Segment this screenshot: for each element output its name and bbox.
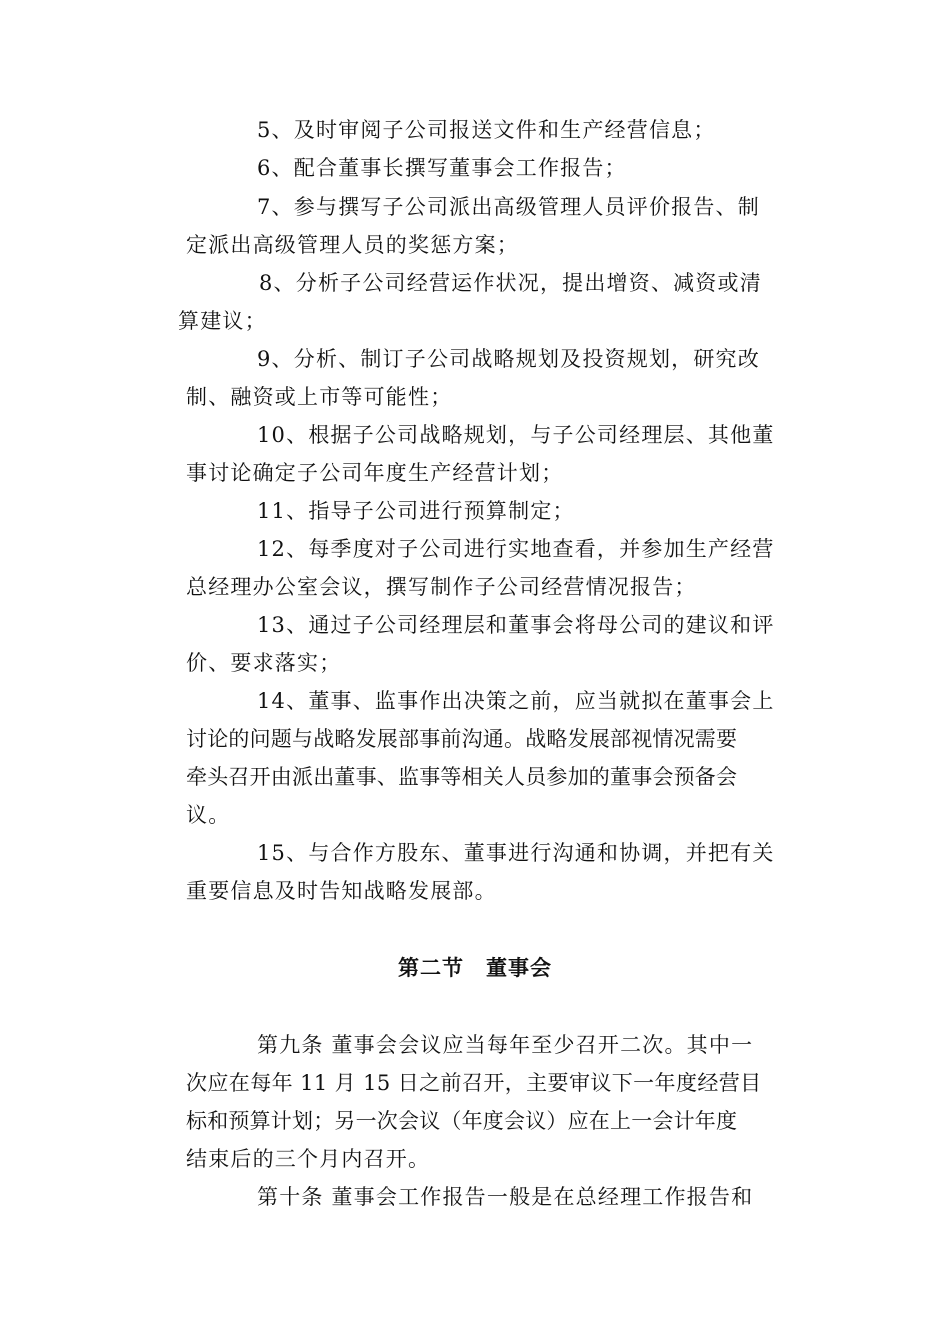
article-9-line-1: 第九条 董事会会议应当每年至少召开二次。其中一 xyxy=(257,1033,754,1057)
list-item-15-line-2: 重要信息及时告知战略发展部。 xyxy=(186,879,497,903)
list-item-7-line-2: 定派出高级管理人员的奖惩方案； xyxy=(186,233,519,257)
list-item-8-line-2: 算建议； xyxy=(178,309,267,333)
list-item-8-line-1: 8、分析子公司经营运作状况，提出增资、减资或清 xyxy=(259,271,762,295)
list-item-12-line-1: 12、每季度对子公司进行实地查看，并参加生产经营 xyxy=(257,537,775,561)
list-item-7-line-1: 7、参与撰写子公司派出高级管理人员评价报告、制 xyxy=(257,195,760,219)
list-item-14-line-3: 牵头召开由派出董事、监事等相关人员参加的董事会预备会 xyxy=(186,765,738,789)
list-item-14-line-1: 14、董事、监事作出决策之前，应当就拟在董事会上 xyxy=(257,689,775,713)
list-item-13-line-1: 13、通过子公司经理层和董事会将母公司的建议和评 xyxy=(257,613,775,637)
list-item-12-line-2: 总经理办公室会议，撰写制作子公司经营情况报告； xyxy=(186,575,697,599)
list-item-11: 11、指导子公司进行预算制定； xyxy=(257,499,575,523)
list-item-6: 6、配合董事长撰写董事会工作报告； xyxy=(257,156,627,180)
list-item-9-line-2: 制、融资或上市等可能性； xyxy=(186,385,453,409)
article-9-line-4: 结束后的三个月内召开。 xyxy=(186,1147,431,1171)
list-item-10-line-1: 10、根据子公司战略规划，与子公司经理层、其他董 xyxy=(257,423,775,447)
list-item-14-line-4: 议。 xyxy=(186,803,231,827)
list-item-10-line-2: 事讨论确定子公司年度生产经营计划； xyxy=(186,461,564,485)
list-item-14-line-2: 讨论的问题与战略发展部事前沟通。战略发展部视情况需要 xyxy=(186,727,738,751)
list-item-9-line-1: 9、分析、制订子公司战略规划及投资规划，研究改 xyxy=(257,347,760,371)
article-10-line-1: 第十条 董事会工作报告一般是在总经理工作报告和 xyxy=(257,1185,754,1209)
article-9-line-2: 次应在每年 11 月 15 日之前召开，主要审议下一年度经营目 xyxy=(186,1071,762,1095)
list-item-5: 5、及时审阅子公司报送文件和生产经营信息； xyxy=(257,118,716,142)
list-item-15-line-1: 15、与合作方股东、董事进行沟通和协调，并把有关 xyxy=(257,841,775,865)
section-heading: 第二节 董事会 xyxy=(398,956,552,980)
list-item-13-line-2: 价、要求落实； xyxy=(186,651,342,675)
article-9-line-3: 标和预算计划；另一次会议（年度会议）应在上一会计年度 xyxy=(186,1109,738,1133)
